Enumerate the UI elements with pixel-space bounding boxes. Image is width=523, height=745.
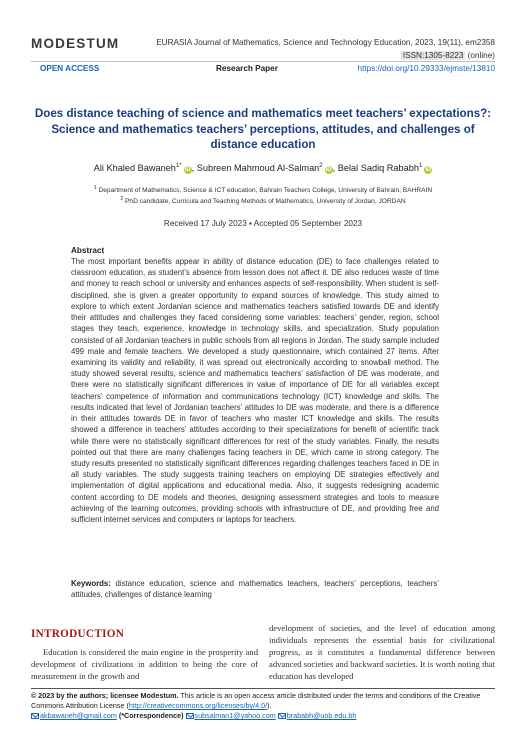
- affiliation-marker: 1: [93, 185, 97, 191]
- author-name: Subreen Mahmoud Al-Salman: [196, 163, 320, 174]
- author-name: Belal Sadiq Rababh: [337, 163, 419, 174]
- author-name: Ali Khaled Bawaneh: [93, 163, 176, 174]
- orcid-icon[interactable]: iD: [325, 167, 332, 174]
- orcid-icon[interactable]: iD: [425, 167, 432, 174]
- header-divider: [31, 61, 495, 62]
- issn-line: [320, 51, 495, 60]
- author-affiliation-marker: 2: [319, 163, 323, 169]
- affiliation-marker: 2: [120, 196, 124, 202]
- mail-icon: [186, 713, 194, 719]
- email-note: (*Correspondence): [116, 711, 186, 721]
- intro-left-column: Education is considered the main engine in the prosperity and development of civilizations in addition to being the core of measurement in the growth and: [31, 647, 258, 682]
- affiliation-text: PhD candidate, Curricula and Teaching Methods of Mathematics, University of Jordan, JORDAN: [125, 198, 406, 206]
- copyright-notice: © 2023 by the authors; licensee Modestum.: [31, 691, 179, 700]
- affiliation-1: [31, 185, 495, 194]
- footer-divider: [31, 688, 495, 689]
- keywords-label: Keywords:: [71, 579, 111, 588]
- orcid-icon[interactable]: iD: [184, 167, 191, 174]
- abstract-heading: Abstract: [71, 246, 105, 255]
- license-close: ).: [267, 701, 272, 711]
- keywords: [71, 578, 439, 600]
- author-affiliation-marker: 1: [418, 163, 423, 169]
- issn-label-box: [401, 51, 466, 60]
- received-accepted-dates: Received 17 July 2023 ▪ Accepted 05 September 2023: [163, 219, 363, 228]
- author-separator: ,: [332, 163, 338, 174]
- mail-icon: [278, 713, 286, 719]
- keywords-text: distance education, science and mathematics teachers, teachers’ perceptions, teachers’ attitudes, challenges of distance learning: [71, 579, 439, 600]
- issn-suffix: (online): [465, 51, 495, 60]
- paper-title: Does distance teaching of science and mathematics meet teachers’ expectations?: Science and mathematics teachers’ perceptions, attitudes, and challenges of distance education: [34, 107, 492, 151]
- email-link[interactable]: brababh@uob.edu.bh: [286, 711, 357, 721]
- issn-prefix: ISSN:: [402, 51, 425, 60]
- affiliation-text: Department of Mathematics, Science & ICT education, Bahrain Teachers College, University of Bahrain, BAHRAIN: [98, 187, 433, 195]
- license-text: This article is an open access article distributed under the terms and conditions of the Creative Commons Attribution License (: [31, 691, 481, 711]
- author-affiliation-marker: 1*: [175, 163, 182, 169]
- affiliation-2: [31, 196, 495, 205]
- abstract-text: The most important benefits appear in ability of distance education (DE) to face challenges related to classroom education, as student’s absence from lesson does not affect it. DE also reduces waste of time and money to reach school or university and enhances aspects of self-responsibility. When student is self-disciplined, she is given a greater opportunity to expand sources of knowledge. This study aimed to explore to which extent Jordanian science and mathematics teachers satisfied towards DE and identify their attitudes and challenges they faced considering some variables: teachers’ gender, region, school stages they teach, experience, knowledge in technology skills, and specialization. Study population consisted of all Jordanian teachers in public schools from all regions in Jordan. The study sample included 499 male and female teachers. We developed a study questionnaire, which contained 27 items. After examining its validity and reliability, it was spread out electronically according to snowball method. The study showed several results, science and mathematics teachers’ satisfaction of DE was moderate, and there were no statistically significant differences in value of importance of DE for all variables except teachers’ competence of information and communications technology (ICT) knowledge and skills. The results indicated that level of Jordanian teachers’ attitudes to DE was moderate, and there is a difference in their attitudes towards DE in favor of teachers who master ICT knowledge and skills. The results showed a difference in teachers’ attitudes according to their specializations for benefit of scientific track while there were no statistically significant differences for rest of the study variables. Finally, the results pointed out that there are many challenges facing teachers in DE, which came in strong category. The study results presented no statistically significant differences regarding challenges teachers faced in DE in all study variables. The study suggests training teachers on employing DE strategies effectively and implementation of digital applications and educational media. Also, it suggests redesigning academic content according to DE models and theories, designing assessment strategies and tools to measure achieving of the learning outcomes, providing schools with infrastructure of DE, and providing free and sufficient internet services and computers or laptops for teachers.: [71, 257, 439, 525]
- license-link[interactable]: http://creativecommons.org/licenses/by/4.0/: [128, 701, 268, 711]
- publisher-logo: MODESTUM: [31, 36, 120, 51]
- open-access-label: OPEN ACCESS: [40, 64, 100, 73]
- intro-right-column: development of societies, and the level of education among individuals represents the essential basis for civilizational progress, as it constitutes a fundamental difference between advanced societies and backward societies. It is worth noting that education has developed: [269, 623, 495, 682]
- email-link[interactable]: akbawaneh@gmail.com: [40, 711, 117, 721]
- footer-license: [31, 691, 497, 721]
- author-separator: ,: [191, 163, 197, 174]
- mail-icon: [31, 713, 39, 719]
- journal-citation: EURASIA Journal of Mathematics, Science and Technology Education, 2023, 19(11), em2358: [156, 38, 495, 47]
- issn-value: 1305-8223: [424, 51, 464, 60]
- section-heading-introduction: INTRODUCTION: [31, 628, 125, 640]
- paper-type-label: Research Paper: [216, 64, 278, 73]
- doi-link[interactable]: https://doi.org/10.29333/ejmste/13810: [357, 64, 495, 73]
- author-list: [31, 163, 495, 174]
- email-link[interactable]: subsalman1@yahoo.com: [194, 711, 276, 721]
